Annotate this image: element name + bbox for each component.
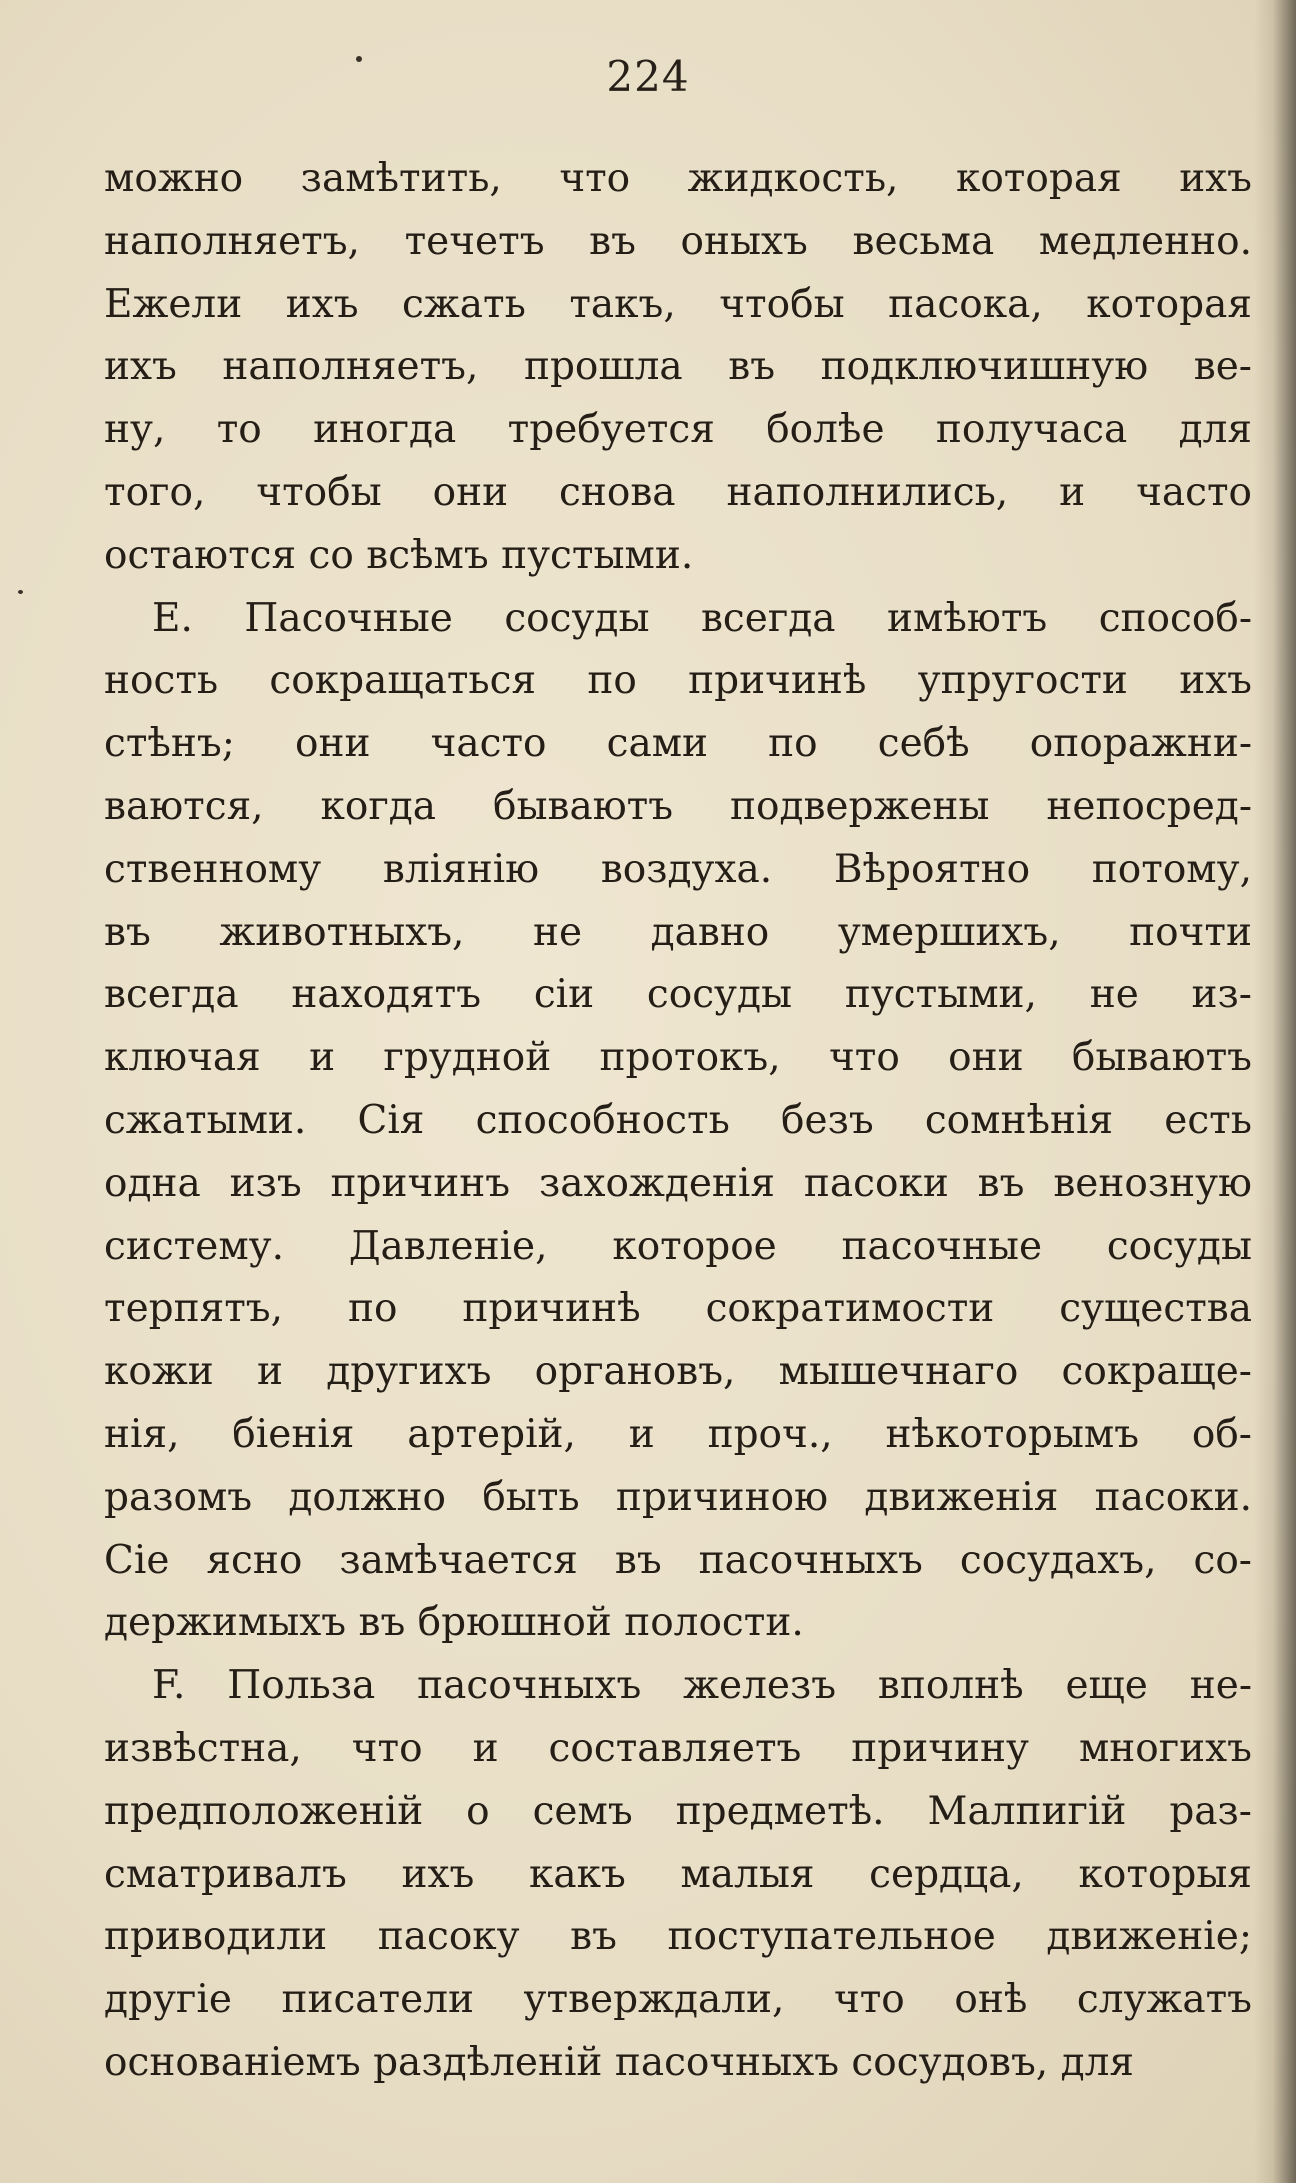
text-line: стѣнъ; они часто сами по себѣ опоражни- xyxy=(104,721,1252,767)
text-line: F. Польза пасочныхъ железъ вполнѣ еще не- xyxy=(152,1663,1252,1709)
text-line: держимыхъ въ брюшной полости. xyxy=(104,1600,804,1646)
text-line: ственному вліянію воздуха. Вѣроятно потому, xyxy=(104,846,1252,892)
text-line: Сіе ясно замѣчается въ пасочныхъ сосудахъ, со- xyxy=(104,1537,1252,1583)
text-line: сматривалъ ихъ какъ малыя сердца, которыя xyxy=(104,1851,1252,1897)
text-line: ихъ наполняетъ, прошла въ подключишную ве- xyxy=(104,344,1252,390)
text-line: другіе писатели утверждали, что онѣ служатъ xyxy=(104,1977,1252,2023)
text-line: наполняетъ, течетъ въ оныхъ весьма медленно. xyxy=(104,218,1252,264)
text-line: ность сокращаться по причинѣ упругости ихъ xyxy=(104,658,1252,704)
paragraph xyxy=(104,1655,1252,2095)
text-line: остаются со всѣмъ пустыми. xyxy=(104,532,694,578)
text-line: приводили пасоку въ поступательное движеніе; xyxy=(104,1914,1252,1960)
text-line: E. Пасочные сосуды всегда имѣютъ способ- xyxy=(152,595,1252,641)
text-line: терпятъ, по причинѣ сократимости существа xyxy=(104,1286,1252,1332)
body-text xyxy=(104,148,1252,2095)
text-line: кожи и другихъ органовъ, мышечнаго сокраще- xyxy=(104,1349,1252,1395)
binding-shadow xyxy=(1254,0,1296,2183)
ink-speck xyxy=(18,590,23,594)
text-line: всегда находятъ сіи сосуды пустыми, не из- xyxy=(104,972,1252,1018)
text-line: Ежели ихъ сжать такъ, чтобы пасока, которая xyxy=(104,281,1252,327)
text-line: разомъ должно быть причиною движенія пасоки. xyxy=(104,1474,1252,1520)
text-line: ну, то иногда требуется болѣе получаса для xyxy=(104,407,1252,453)
text-line: въ животныхъ, не давно умершихъ, почти xyxy=(104,909,1252,955)
text-line: ключая и грудной протокъ, что они бываютъ xyxy=(104,1035,1252,1081)
text-line: предположеній о семъ предметѣ. Малпигій раз- xyxy=(104,1788,1252,1834)
text-line: систему. Давленіе, которое пасочные сосуды xyxy=(104,1223,1252,1269)
text-line: извѣстна, что и составляетъ причину многихъ xyxy=(104,1725,1252,1771)
text-line: того, чтобы они снова наполнились, и часто xyxy=(104,469,1252,515)
text-line: сжатыми. Сія способность безъ сомнѣнія есть xyxy=(104,1097,1252,1143)
page-number: 224 xyxy=(606,52,690,101)
text-line: можно замѣтить, что жидкость, которая ихъ xyxy=(104,156,1252,201)
text-line: ваются, когда бываютъ подвержены непосред- xyxy=(104,783,1252,829)
text-line: нія, біенія артерій, и проч., нѣкоторымъ об- xyxy=(104,1411,1252,1457)
paragraph xyxy=(104,588,1252,1656)
text-line: одна изъ причинъ захожденія пасоки въ венозную xyxy=(104,1160,1252,1206)
paragraph xyxy=(104,148,1252,588)
text-line: основаніемъ раздѣленій пасочныхъ сосудовъ, для xyxy=(104,2039,1134,2085)
